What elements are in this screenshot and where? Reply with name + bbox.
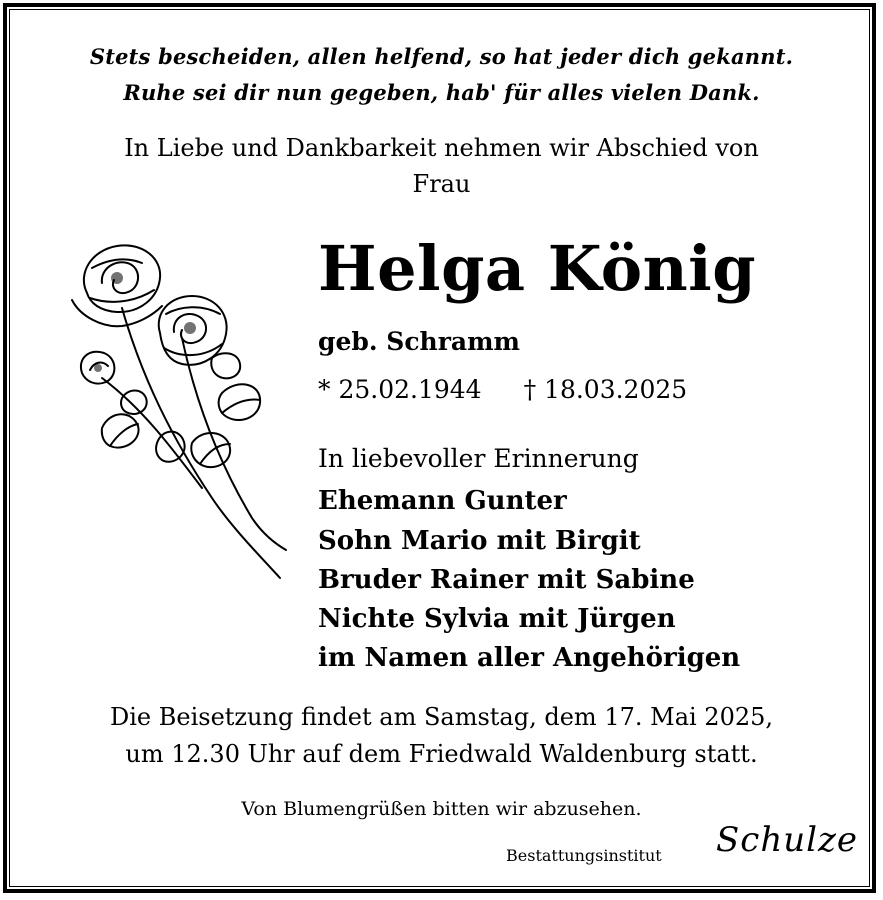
deceased-name: Helga König xyxy=(318,232,757,305)
funeral-line-1: Die Beisetzung findet am Samstag, dem 17. Mai 2025, xyxy=(109,703,774,731)
undertaker-label: Bestattungsinstitut xyxy=(506,846,662,865)
life-dates xyxy=(318,375,687,404)
rose-illustration-icon xyxy=(62,238,292,583)
mourner-line: Nichte Sylvia mit Jürgen xyxy=(318,604,676,634)
mourner-line: Ehemann Gunter xyxy=(318,486,567,516)
remembrance-heading: In liebevoller Erinnerung xyxy=(318,444,639,473)
birth-date: * 25.02.1944 xyxy=(318,375,482,404)
motto-line-2: Ruhe sei dir nun gegeben, hab' für alles vielen Dank. xyxy=(123,80,760,105)
motto-line-1: Stets bescheiden, allen helfend, so hat jeder dich gekannt. xyxy=(89,44,794,69)
funeral-line-2: um 12.30 Uhr auf dem Friedwald Waldenburg statt. xyxy=(125,740,758,768)
maiden-name: geb. Schramm xyxy=(318,327,521,356)
death-date: † 18.03.2025 xyxy=(523,375,688,404)
intro-line-2: Frau xyxy=(412,170,471,198)
mourner-line: Bruder Rainer mit Sabine xyxy=(318,565,695,595)
mourner-line: Sohn Mario mit Birgit xyxy=(318,526,641,556)
mourner-line: im Namen aller Angehörigen xyxy=(318,643,741,673)
undertaker-signature: Schulze xyxy=(716,820,859,860)
intro-line-1: In Liebe und Dankbarkeit nehmen wir Abschied von xyxy=(124,134,759,162)
flowers-note: Von Blumengrüßen bitten wir abzusehen. xyxy=(241,798,642,820)
